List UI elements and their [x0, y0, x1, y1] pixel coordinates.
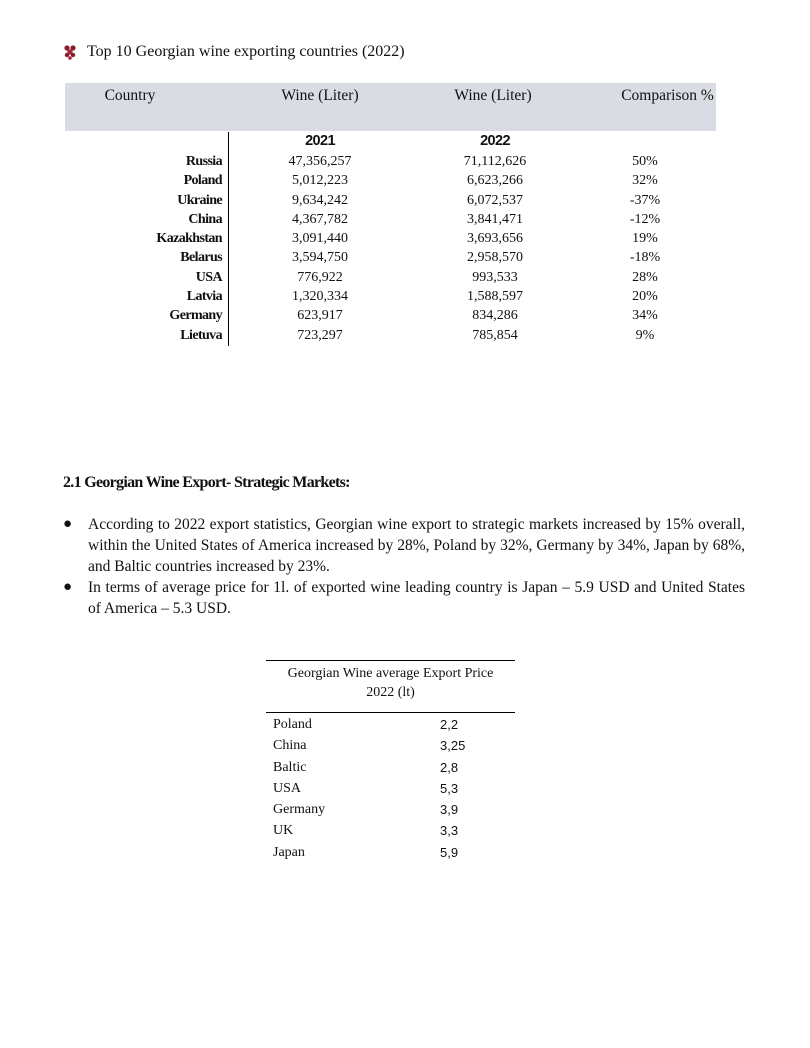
- table-cell-comparison: 19%: [632, 231, 658, 247]
- table-cell-country: Germany: [169, 308, 222, 324]
- table-cell-2022: 834,286: [472, 308, 518, 324]
- table-cell-2021: 3,594,750: [292, 250, 348, 266]
- price-cell-value: 5,9: [440, 844, 459, 860]
- table-cell-2022: 3,693,656: [467, 231, 523, 247]
- header-comparison: Comparison %: [621, 87, 714, 104]
- table-cell-2021: 5,012,223: [292, 173, 348, 189]
- header-wine-2022: Wine (Liter): [454, 87, 532, 104]
- table-cell-2021: 3,091,440: [292, 231, 348, 247]
- price-cell-country: Japan: [273, 844, 305, 860]
- table-cell-country: USA: [195, 269, 222, 285]
- table-cell-2022: 2,958,570: [467, 250, 523, 266]
- year-2022-label: 2022: [480, 133, 510, 149]
- table-cell-comparison: 32%: [632, 173, 658, 189]
- header-wine-2021: Wine (Liter): [281, 87, 359, 104]
- price-table-title: [266, 664, 515, 702]
- table-cell-country: Latvia: [186, 289, 222, 305]
- table-cell-comparison: 34%: [632, 308, 658, 324]
- grape-icon: [63, 44, 77, 60]
- comparison-column: [605, 152, 685, 345]
- table-cell-comparison: -12%: [629, 211, 661, 227]
- price-cell-value: 3,9: [440, 802, 459, 818]
- price-table-title-line2: 2022 (lt): [366, 685, 415, 700]
- price-cell-country: China: [273, 738, 307, 754]
- section-title: 2.1 Georgian Wine Export- Strategic Markets:: [63, 474, 350, 491]
- table-cell-2021: 723,297: [297, 327, 343, 343]
- price-cell-country: USA: [273, 780, 302, 796]
- bullet-icon: ●: [63, 579, 73, 595]
- table-cell-2022: 1,588,597: [467, 289, 523, 305]
- table-cell-2022: 993,533: [472, 269, 518, 285]
- table-cell-2021: 4,367,782: [292, 211, 348, 227]
- price-cell-value: 3,25: [440, 738, 466, 754]
- country-column: [100, 152, 222, 345]
- table-cell-comparison: -18%: [629, 250, 661, 266]
- price-country-column: [273, 714, 393, 863]
- table-cell-2021: 623,917: [297, 308, 343, 324]
- table-cell-country: Belarus: [180, 250, 222, 266]
- price-cell-country: Baltic: [273, 759, 307, 775]
- price-cell-value: 5,3: [440, 780, 459, 796]
- price-cell-value: 2,8: [440, 759, 459, 775]
- list-item: [60, 514, 745, 577]
- price-value-column: [440, 714, 500, 863]
- bullet-list: [60, 514, 745, 619]
- wine-2021-column: [255, 131, 385, 345]
- table-cell-country: Lietuva: [180, 327, 222, 343]
- table-cell-2022: 3,841,471: [467, 211, 523, 227]
- table-cell-comparison: 9%: [635, 327, 655, 343]
- price-table-header-rule: [266, 712, 515, 713]
- bullet-text: In terms of average price for 1l. of exported wine leading country is Japan – 5.9 USD and United States of America – 5.3 USD.: [88, 579, 745, 617]
- header-country: Country: [104, 87, 156, 104]
- section-heading: [63, 40, 405, 64]
- table-cell-2022: 71,112,626: [463, 154, 527, 169]
- table-cell-2021: 1,320,334: [292, 289, 348, 305]
- table-cell-2022: 6,072,537: [467, 192, 523, 208]
- table-cell-country: China: [188, 211, 222, 227]
- table-cell-2021: 9,634,242: [292, 192, 348, 208]
- table-cell-comparison: 20%: [632, 289, 658, 305]
- table-cell-comparison: -37%: [629, 192, 661, 208]
- bullet-text: According to 2022 export statistics, Georgian wine export to strategic markets increased by 15% overall, within the United States of America increased by 28%, Poland by 32%, Germany by 34%, Japan by 68%, and Baltic countries increased by 23%.: [88, 516, 745, 575]
- list-item: [60, 577, 745, 619]
- table-divider: [228, 132, 229, 346]
- price-cell-country: Germany: [273, 802, 326, 818]
- table-cell-2022: 785,854: [472, 327, 518, 343]
- table-cell-comparison: 28%: [632, 269, 658, 285]
- table-cell-country: Kazakhstan: [156, 231, 222, 247]
- wine-2022-column: [430, 131, 560, 345]
- table-cell-comparison: 50%: [632, 154, 658, 169]
- table-cell-2022: 6,623,266: [467, 173, 523, 189]
- table-cell-country: Russia: [185, 154, 222, 169]
- year-2021-label: 2021: [305, 133, 335, 149]
- table-cell-2021: 47,356,257: [288, 154, 352, 169]
- table-cell-2021: 776,922: [297, 269, 343, 285]
- price-table-top-rule: [266, 660, 515, 661]
- price-cell-value: 3,3: [440, 823, 459, 839]
- price-cell-country: Poland: [273, 717, 312, 732]
- price-table-title-line1: Georgian Wine average Export Price: [287, 666, 494, 681]
- price-cell-country: UK: [273, 823, 294, 839]
- table-cell-country: Ukraine: [177, 192, 222, 208]
- table-cell-country: Poland: [183, 173, 222, 189]
- bullet-icon: ●: [63, 516, 73, 532]
- price-cell-value: 2,2: [440, 717, 459, 732]
- heading-text: Top 10 Georgian wine exporting countries (2022): [87, 43, 405, 60]
